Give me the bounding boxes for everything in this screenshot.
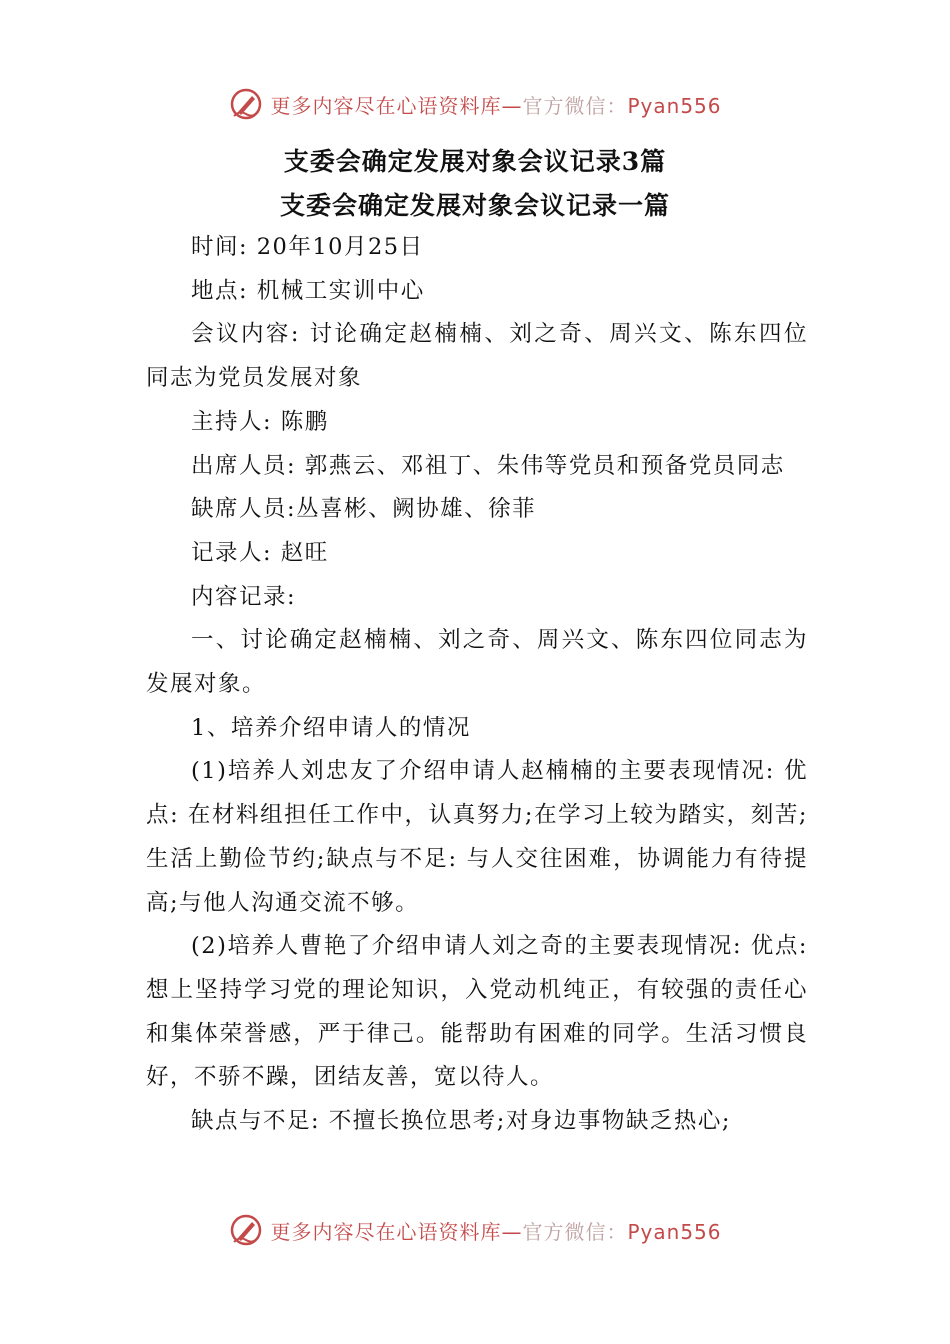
paragraph-absentees: 缺席人员:丛喜彬、阙协雄、徐菲 [191, 496, 537, 523]
watermark-text [270, 90, 721, 119]
pen-logo-icon [228, 1212, 264, 1248]
pen-logo-icon [228, 86, 264, 122]
document-subtitle: 支委会确定发展对象会议记录一篇 [279, 191, 670, 220]
watermark-dash: — [501, 1219, 523, 1244]
watermark-site: 更多内容尽在心语资料库 [270, 1219, 502, 1244]
paragraph-agenda: 会议内容: 讨论确定赵楠楠、刘之奇、周兴文、陈东四位同志为党员发展对象 [146, 321, 808, 392]
paragraph-location: 地点: 机械工实训中心 [191, 277, 425, 304]
watermark-wechat-label: 官方微信： [522, 93, 628, 118]
paragraph-item-one: (1)培养人刘忠友了介绍申请人赵楠楠的主要表现情况: 优点: 在材料组担任工作中，认真努力;在学习上较为踏实，刻苦;生活上勤俭节约;缺点与不足: 与人交往困难，协调能力有待提高;与他人沟通交流不够。 [146, 758, 808, 916]
paragraph-subsection-one: 1、培养介绍申请人的情况 [191, 714, 471, 741]
paragraph-item-two: (2)培养人曹艳了介绍申请人刘之奇的主要表现情况: 优点: 想上坚持学习党的理论知识，入党动机纯正，有较强的责任心和集体荣誉感，严于律己。能帮助有困难的同学。生活习惯良好，不骄不躁，团结友善，宽以待人。 [146, 933, 808, 1091]
paragraph-time: 时间: 20年10月25日 [191, 234, 424, 260]
paragraph-content-heading: 内容记录: [191, 583, 297, 610]
watermark-handle: Pyan556 [627, 1219, 722, 1244]
watermark-text [270, 1216, 721, 1245]
document-titles [0, 140, 950, 228]
watermark-header [0, 80, 950, 128]
watermark-inner [228, 1212, 721, 1248]
watermark-site: 更多内容尽在心语资料库 [270, 93, 502, 118]
watermark-dash: — [501, 93, 523, 118]
paragraph-shortcomings: 缺点与不足: 不擅长换位思考;对身边事物缺乏热心; [191, 1108, 731, 1135]
watermark-wechat-label: 官方微信： [522, 1219, 628, 1244]
document-body [146, 226, 808, 1144]
paragraph-recorder: 记录人: 赵旺 [191, 539, 329, 566]
watermark-inner [228, 86, 721, 122]
watermark-footer [0, 1206, 950, 1254]
paragraph-host: 主持人: 陈鹏 [191, 408, 329, 435]
watermark-handle: Pyan556 [627, 93, 722, 118]
paragraph-section-one: 一、讨论确定赵楠楠、刘之奇、周兴文、陈东四位同志为发展对象。 [146, 627, 808, 698]
paragraph-attendees: 出席人员: 郭燕云、邓祖丁、朱伟等党员和预备党员同志 [191, 452, 785, 479]
document-title: 支委会确定发展对象会议记录3篇 [283, 147, 667, 176]
